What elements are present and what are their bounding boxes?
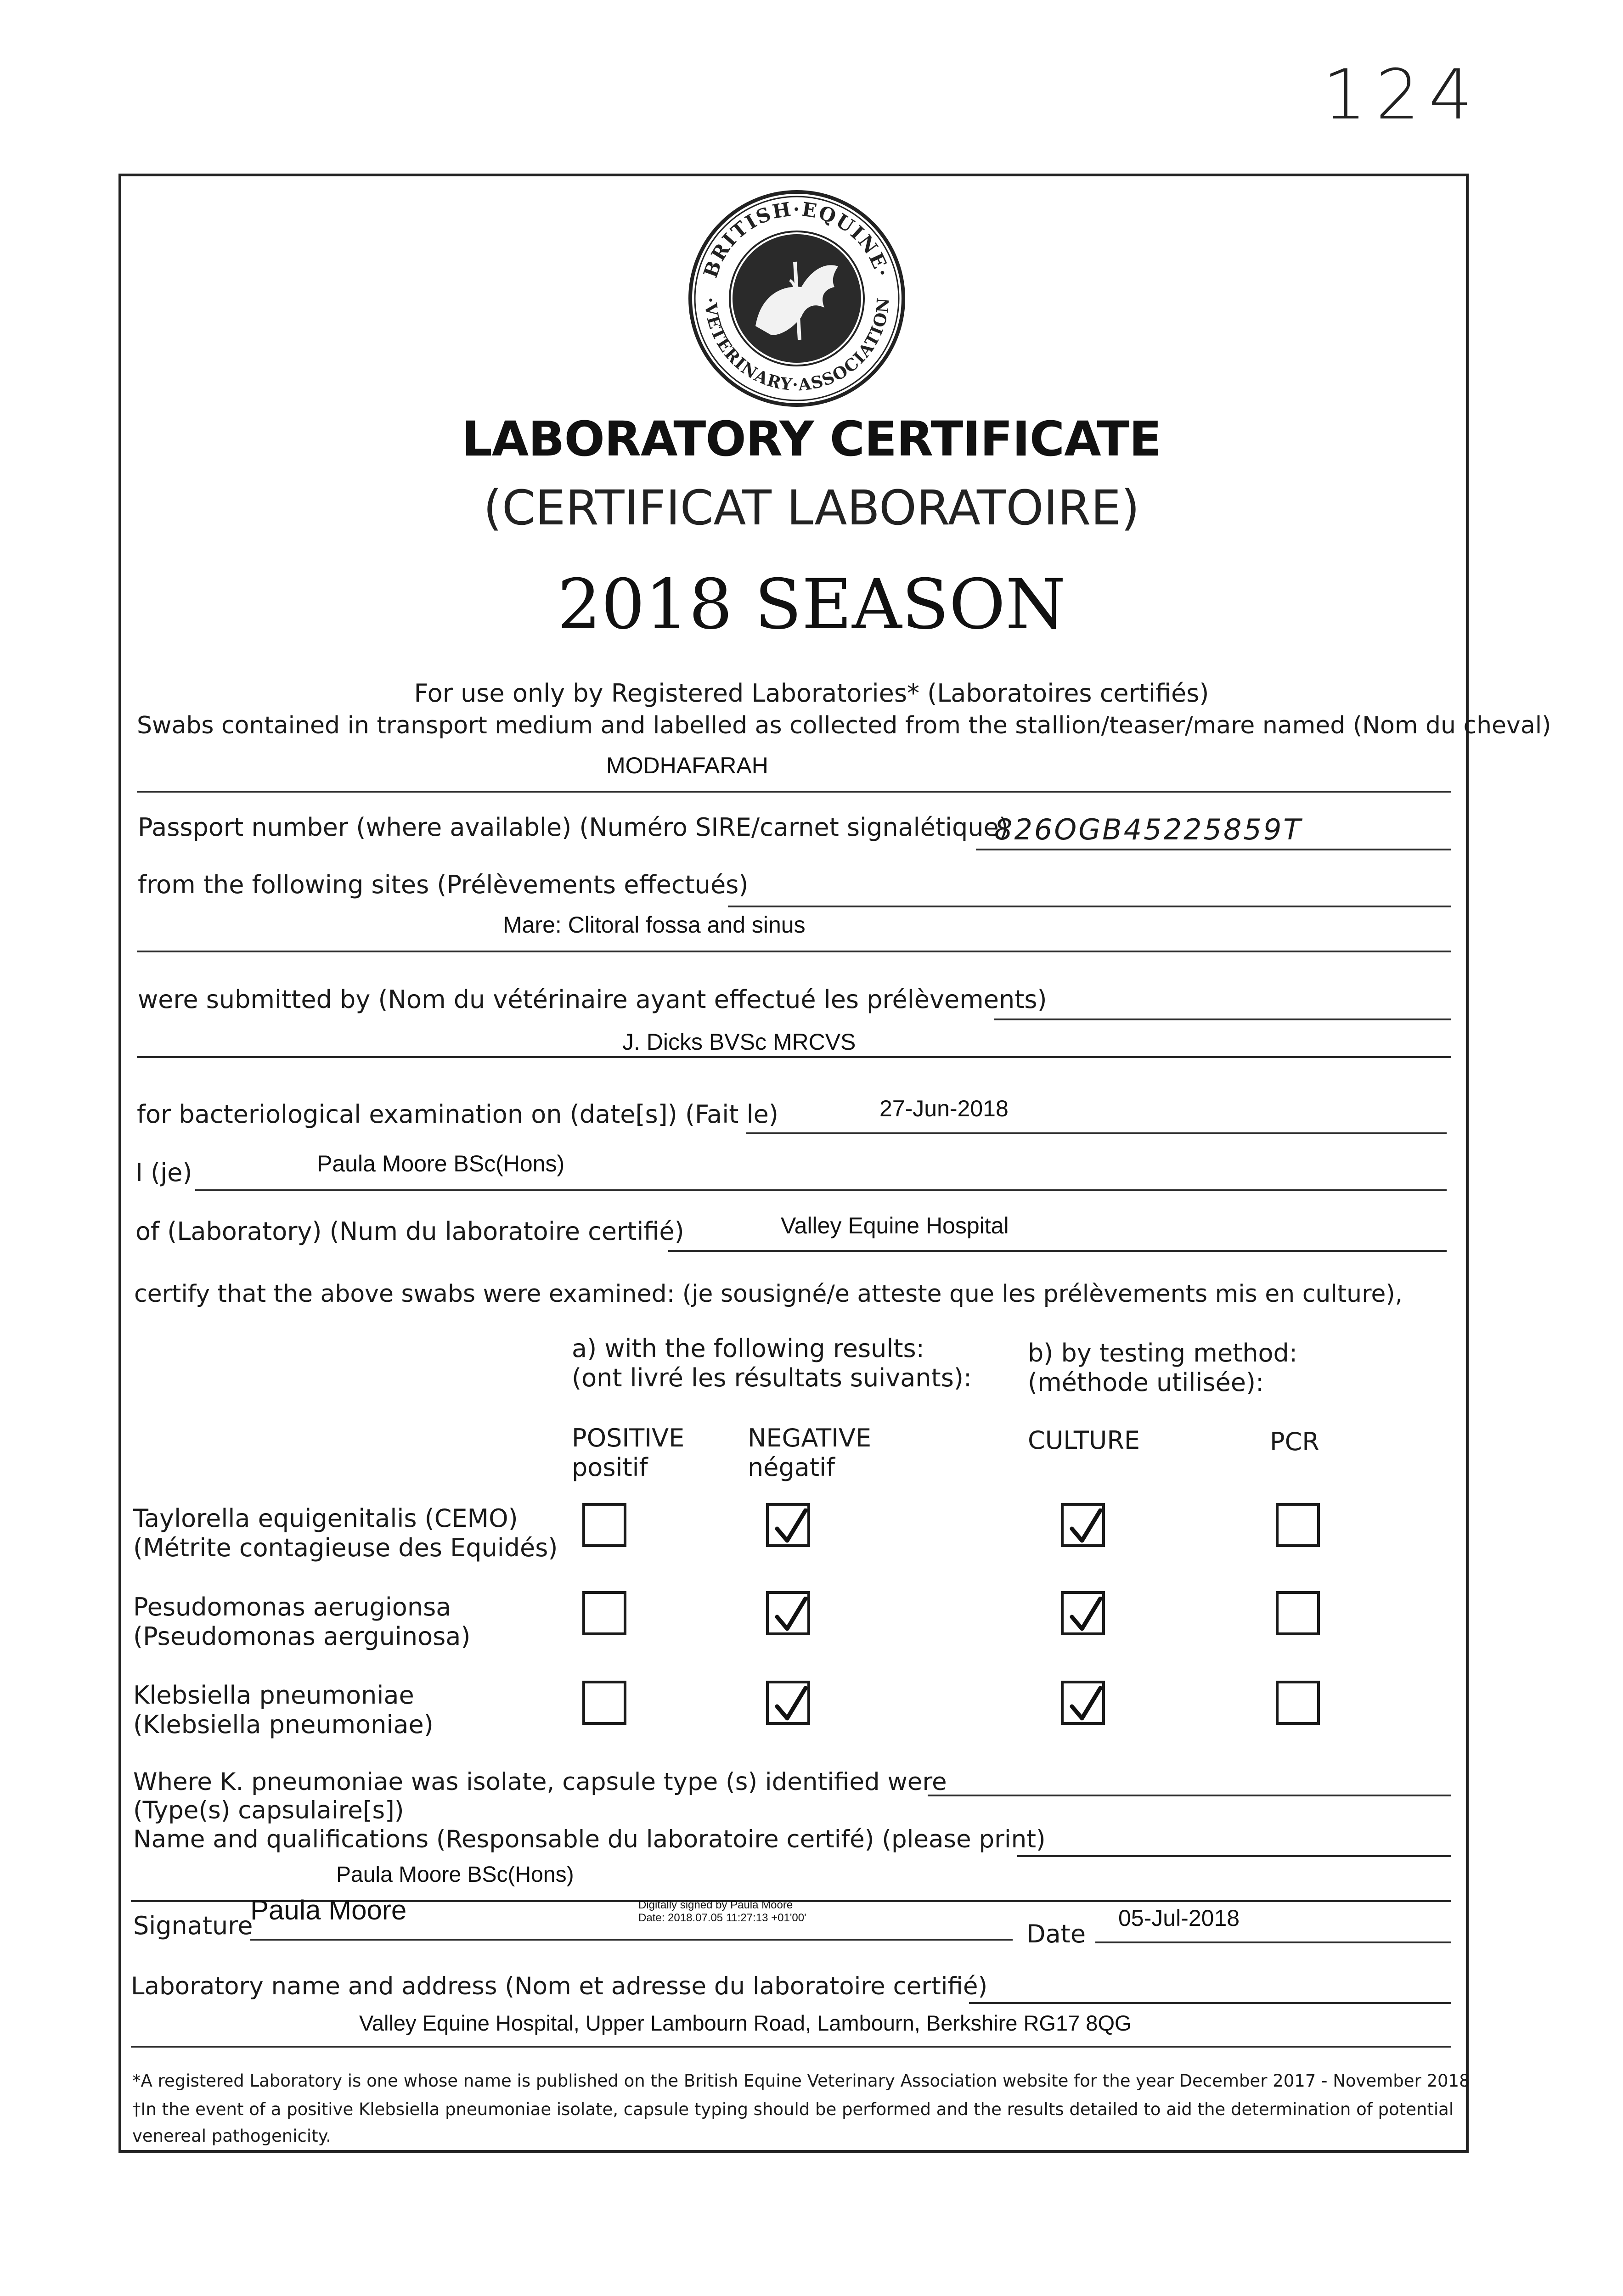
- horse-name-line: [137, 791, 1451, 793]
- submitted-value: J. Dicks BVSc MRCVS: [622, 1029, 856, 1055]
- passport-value: 826OGB45225859T: [994, 813, 1303, 846]
- lab-address-value-rule: [131, 2046, 1451, 2048]
- sites-label-line: [728, 906, 1451, 907]
- group-b-header-2: (méthode utilisée):: [1028, 1368, 1264, 1397]
- intro-line-2: Swabs contained in transport medium and labelled as collected from the stallion/teaser/mare named (Nom du cheval): [137, 712, 1551, 739]
- seal-top-text: BRITISH·EQUINE·: [699, 197, 895, 281]
- lab-address-value: Valley Equine Hospital, Upper Lambourn Road, Lambourn, Berkshire RG17 8QG: [359, 2011, 1132, 2035]
- lab-line: [668, 1250, 1447, 1252]
- col-negative-1: NEGATIVE: [748, 1424, 872, 1452]
- lab-value: Valley Equine Hospital: [781, 1213, 1009, 1238]
- title-sub: (CERTIFICAT LABORATOIRE): [483, 480, 1140, 536]
- col-positive-1: POSITIVE: [572, 1424, 685, 1452]
- submitted-label: were submitted by (Nom du vétérinaire ayant effectué les prélèvements): [138, 985, 1047, 1014]
- checkbox-klebsiella-pcr[interactable]: [1276, 1681, 1320, 1725]
- name-quals-label: Name and qualifications (Responsable du laboratoire certifé) (please print): [133, 1825, 1046, 1853]
- exam-date-label: for bacteriological examination on (date[s]) (Fait le): [137, 1100, 778, 1129]
- lab-address-label-rule: [969, 2002, 1451, 2004]
- i-line: [195, 1189, 1447, 1191]
- sites-value-line: [137, 951, 1451, 952]
- date-value: 05-Jul-2018: [1118, 1905, 1240, 1931]
- digital-signature-line-1: Digitally signed by Paula Moore: [638, 1899, 793, 1911]
- group-a-header-2: (ont livré les résultats suivants):: [572, 1363, 972, 1392]
- group-b-header-1: b) by testing method:: [1028, 1339, 1298, 1367]
- checkbox-pseudomonas-positive[interactable]: [582, 1591, 626, 1635]
- signature-label: Signature: [133, 1911, 253, 1940]
- signature-rule: [250, 1939, 1013, 1941]
- submitted-label-line: [994, 1019, 1451, 1020]
- exam-date-line: [746, 1132, 1447, 1134]
- checkmark-icon: [773, 1597, 808, 1632]
- col-positive-2: positif: [572, 1453, 648, 1482]
- bev-association-seal-icon: [687, 188, 907, 409]
- checkmark-icon: [1068, 1686, 1103, 1722]
- i-value: Paula Moore BSc(Hons): [317, 1151, 565, 1176]
- col-negative-2: négatif: [748, 1453, 835, 1482]
- sites-label: from the following sites (Prélèvements effectués): [138, 870, 749, 899]
- footnote-2: †In the event of a positive Klebsiella pneumoniae isolate, capsule typing should be performed and the results detailed to aid the determination of potential: [132, 2099, 1454, 2119]
- seal-bottom-text: ·VETERINARY·ASSOCIATION: [700, 296, 893, 395]
- row-label-pseudomonas: Pesudomonas aerugionsa: [133, 1593, 451, 1621]
- checkbox-pseudomonas-culture[interactable]: [1061, 1591, 1105, 1635]
- i-label: I (je): [135, 1158, 192, 1187]
- exam-date-value: 27-Jun-2018: [879, 1096, 1009, 1121]
- submitted-value-line: [137, 1056, 1451, 1058]
- checkmark-icon: [1068, 1508, 1103, 1544]
- digital-signature-line-2: Date: 2018.07.05 11:27:13 +01'00': [638, 1912, 806, 1924]
- horse-name: MODHAFARAH: [606, 753, 768, 778]
- checkbox-klebsiella-culture[interactable]: [1061, 1681, 1105, 1725]
- capsule-line-2: (Type(s) capsulaire[s]): [133, 1796, 404, 1824]
- checkbox-taylorella-positive[interactable]: [582, 1503, 626, 1547]
- name-quals-value: Paula Moore BSc(Hons): [336, 1863, 574, 1887]
- lab-address-label: Laboratory name and address (Nom et adresse du laboratoire certifié): [131, 1972, 988, 2000]
- col-pcr: PCR: [1270, 1427, 1319, 1456]
- checkbox-klebsiella-positive[interactable]: [582, 1681, 626, 1725]
- sites-value: Mare: Clitoral fossa and sinus: [503, 912, 806, 938]
- title-main: LABORATORY CERTIFICATE: [462, 411, 1161, 467]
- row-alt-taylorella: (Métrite contagieuse des Equidés): [133, 1533, 558, 1562]
- group-a-header-1: a) with the following results:: [572, 1334, 924, 1363]
- row-label-klebsiella: Klebsiella pneumoniae: [133, 1681, 414, 1710]
- certify-text: certify that the above swabs were examined: (je sousigné/e atteste que les prélèvements mis en culture),: [134, 1280, 1403, 1308]
- checkbox-taylorella-pcr[interactable]: [1276, 1503, 1320, 1547]
- name-quals-label-rule: [1017, 1855, 1451, 1857]
- date-label: Date: [1026, 1919, 1086, 1948]
- checkbox-taylorella-negative[interactable]: [766, 1503, 810, 1547]
- col-culture: CULTURE: [1028, 1426, 1140, 1455]
- capsule-line-1: Where K. pneumoniae was isolate, capsule type (s) identified were: [133, 1768, 947, 1796]
- checkbox-pseudomonas-negative[interactable]: [766, 1591, 810, 1635]
- checkbox-taylorella-culture[interactable]: [1061, 1503, 1105, 1547]
- signature-name: Paula Moore: [250, 1895, 407, 1925]
- row-alt-klebsiella: (Klebsiella pneumoniae): [133, 1710, 434, 1739]
- checkbox-pseudomonas-pcr[interactable]: [1276, 1591, 1320, 1635]
- capsule-line-rule: [928, 1795, 1451, 1796]
- intro-line-1: For use only by Registered Laboratories* (Laboratoires certifiés): [414, 679, 1209, 708]
- page-number: 124: [1323, 55, 1482, 135]
- date-rule: [1095, 1941, 1451, 1943]
- checkmark-icon: [773, 1508, 808, 1544]
- row-label-taylorella: Taylorella equigenitalis (CEMO): [133, 1504, 518, 1533]
- passport-line: [976, 849, 1451, 850]
- row-alt-pseudomonas: (Pseudomonas aerguinosa): [133, 1622, 471, 1651]
- footnote-1: *A registered Laboratory is one whose name is published on the British Equine Veterinary Association website for the year December 2017 - November 2018: [132, 2071, 1470, 2091]
- checkmark-icon: [1068, 1597, 1103, 1632]
- season-title: 2018 SEASON: [557, 565, 1066, 645]
- lab-label: of (Laboratory) (Num du laboratoire certifié): [135, 1217, 684, 1246]
- passport-label: Passport number (where available) (Numéro SIRE/carnet signalétique): [138, 813, 1009, 842]
- checkbox-klebsiella-negative[interactable]: [766, 1681, 810, 1725]
- checkmark-icon: [773, 1686, 808, 1722]
- footnote-3: venereal pathogenicity.: [132, 2126, 331, 2146]
